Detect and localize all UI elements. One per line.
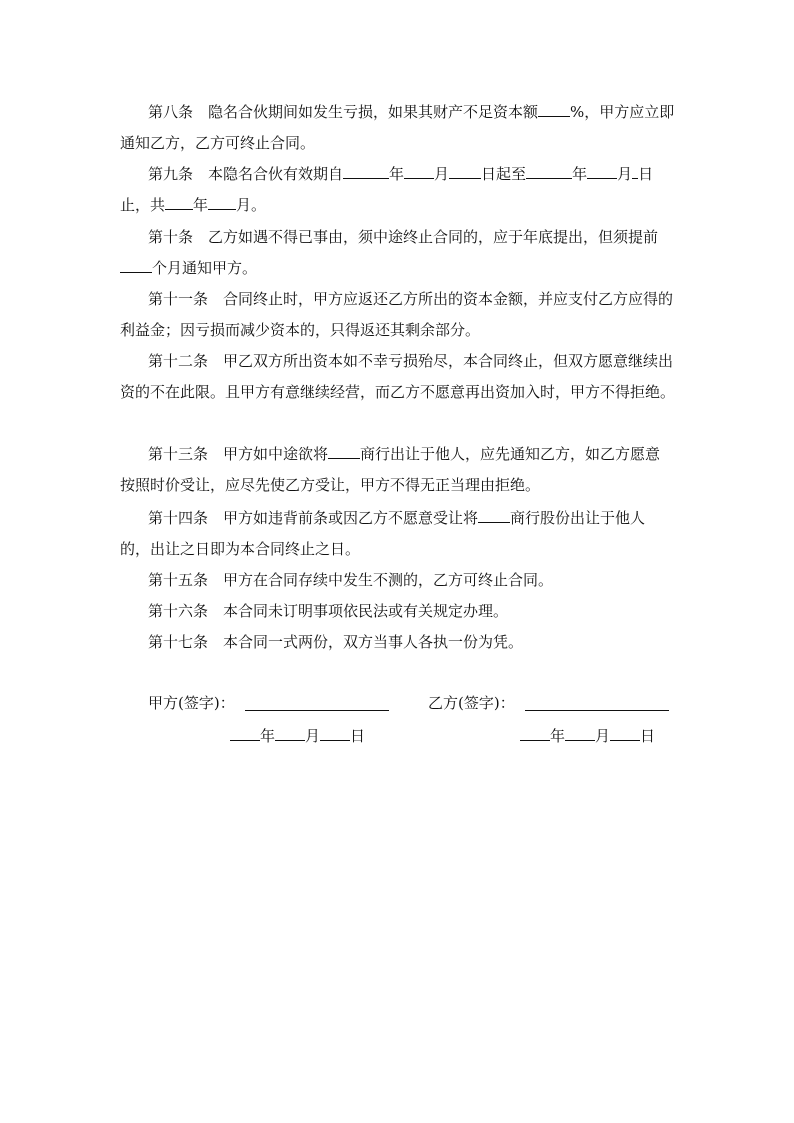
month-blank[interactable] bbox=[565, 725, 595, 741]
article-8 bbox=[120, 97, 675, 159]
day-label: 日 bbox=[640, 727, 656, 745]
day-blank[interactable] bbox=[610, 725, 640, 741]
article-9-text-h: 年 bbox=[193, 196, 209, 214]
year-blank[interactable] bbox=[230, 725, 260, 741]
article-9-text-i: 月。 bbox=[236, 196, 267, 214]
year-blank[interactable] bbox=[520, 725, 550, 741]
article-14-text-b: 商行股份出让于他人的，出让之日即为本合同终止之日。 bbox=[120, 509, 646, 558]
blank-field[interactable] bbox=[478, 507, 510, 523]
blank-field[interactable] bbox=[120, 257, 152, 273]
article-13 bbox=[120, 439, 675, 501]
article-9-text-g: 日止，共 bbox=[120, 165, 654, 214]
blank-field[interactable] bbox=[328, 443, 360, 459]
article-10-text-a: 第十条 乙方如遇不得已事由，须中途终止合同的，应于年底提出，但须提前 bbox=[148, 228, 659, 246]
article-9-text-c: 月 bbox=[434, 165, 450, 183]
article-15 bbox=[120, 565, 675, 596]
article-9-text-e: 年 bbox=[572, 165, 588, 183]
article-17 bbox=[120, 627, 675, 658]
article-9 bbox=[120, 159, 675, 221]
party-b-signature-label: 乙方(签字)： bbox=[428, 694, 515, 712]
blank-field[interactable] bbox=[587, 163, 617, 179]
article-9-text-d: 日起至 bbox=[481, 165, 527, 183]
blank-field[interactable] bbox=[449, 163, 481, 179]
article-10-text-b: 个月通知甲方。 bbox=[152, 259, 258, 277]
month-label: 月 bbox=[595, 727, 611, 745]
blank-field[interactable] bbox=[526, 163, 572, 179]
month-blank[interactable] bbox=[275, 725, 305, 741]
article-16 bbox=[120, 596, 675, 627]
blank-field[interactable] bbox=[404, 163, 434, 179]
article-10 bbox=[120, 222, 675, 284]
party-a-signature-label: 甲方(签字)： bbox=[148, 694, 235, 712]
blank-field[interactable] bbox=[343, 163, 389, 179]
article-13-text-b: 商行出让于他人，应先通知乙方，如乙方愿意按照时价受让，应尽先使乙方受让，甲方不得无正当理由拒绝。 bbox=[120, 445, 661, 494]
article-11-text: 第十一条 合同终止时，甲方应返还乙方所出的资本金额，并应支付乙方应得的利益金；因亏损而减少资本的，只得返还其剩余部分。 bbox=[120, 290, 674, 339]
blank-field[interactable] bbox=[165, 194, 193, 210]
month-label: 月 bbox=[305, 727, 321, 745]
article-11 bbox=[120, 284, 675, 346]
article-13-text-a: 第十三条 甲方如中途欲将 bbox=[148, 445, 329, 463]
party-a-date bbox=[230, 725, 365, 746]
party-a-signature-field[interactable] bbox=[245, 710, 389, 711]
article-16-text: 第十六条 本合同未订明事项依民法或有关规定办理。 bbox=[148, 602, 509, 620]
article-15-text: 第十五条 甲方在合同存续中发生不测的，乙方可终止合同。 bbox=[148, 571, 554, 589]
article-14 bbox=[120, 503, 675, 565]
party-b-signature-field[interactable] bbox=[525, 710, 669, 711]
blank-field[interactable] bbox=[208, 194, 236, 210]
article-9-text-b: 年 bbox=[389, 165, 405, 183]
blank-field[interactable] bbox=[538, 101, 570, 117]
article-12 bbox=[120, 346, 675, 408]
article-12-text: 第十二条 甲乙双方所出资本如不幸亏损殆尽，本合同终止，但双方愿意继续出资的不在此限。且甲方有意继续经营，而乙方不愿意再出资加入时，甲方不得拒绝。 bbox=[120, 352, 676, 401]
article-8-text-a: 第八条 隐名合伙期间如发生亏损，如果其财产不足资本额 bbox=[148, 103, 539, 121]
day-label: 日 bbox=[350, 727, 366, 745]
article-17-text: 第十七条 本合同一式两份，双方当事人各执一份为凭。 bbox=[148, 633, 524, 651]
year-label: 年 bbox=[260, 727, 276, 745]
article-9-text-a: 第九条 本隐名合伙有效期自 bbox=[148, 165, 344, 183]
day-blank[interactable] bbox=[320, 725, 350, 741]
party-b-date bbox=[520, 725, 655, 746]
article-9-text-f: 月 bbox=[617, 165, 633, 183]
article-14-text-a: 第十四条 甲方如违背前条或因乙方不愿意受让将 bbox=[148, 509, 479, 527]
year-label: 年 bbox=[550, 727, 566, 745]
article-8-text-b: %，甲方应立即通知乙方，乙方可终止合同。 bbox=[120, 103, 675, 152]
